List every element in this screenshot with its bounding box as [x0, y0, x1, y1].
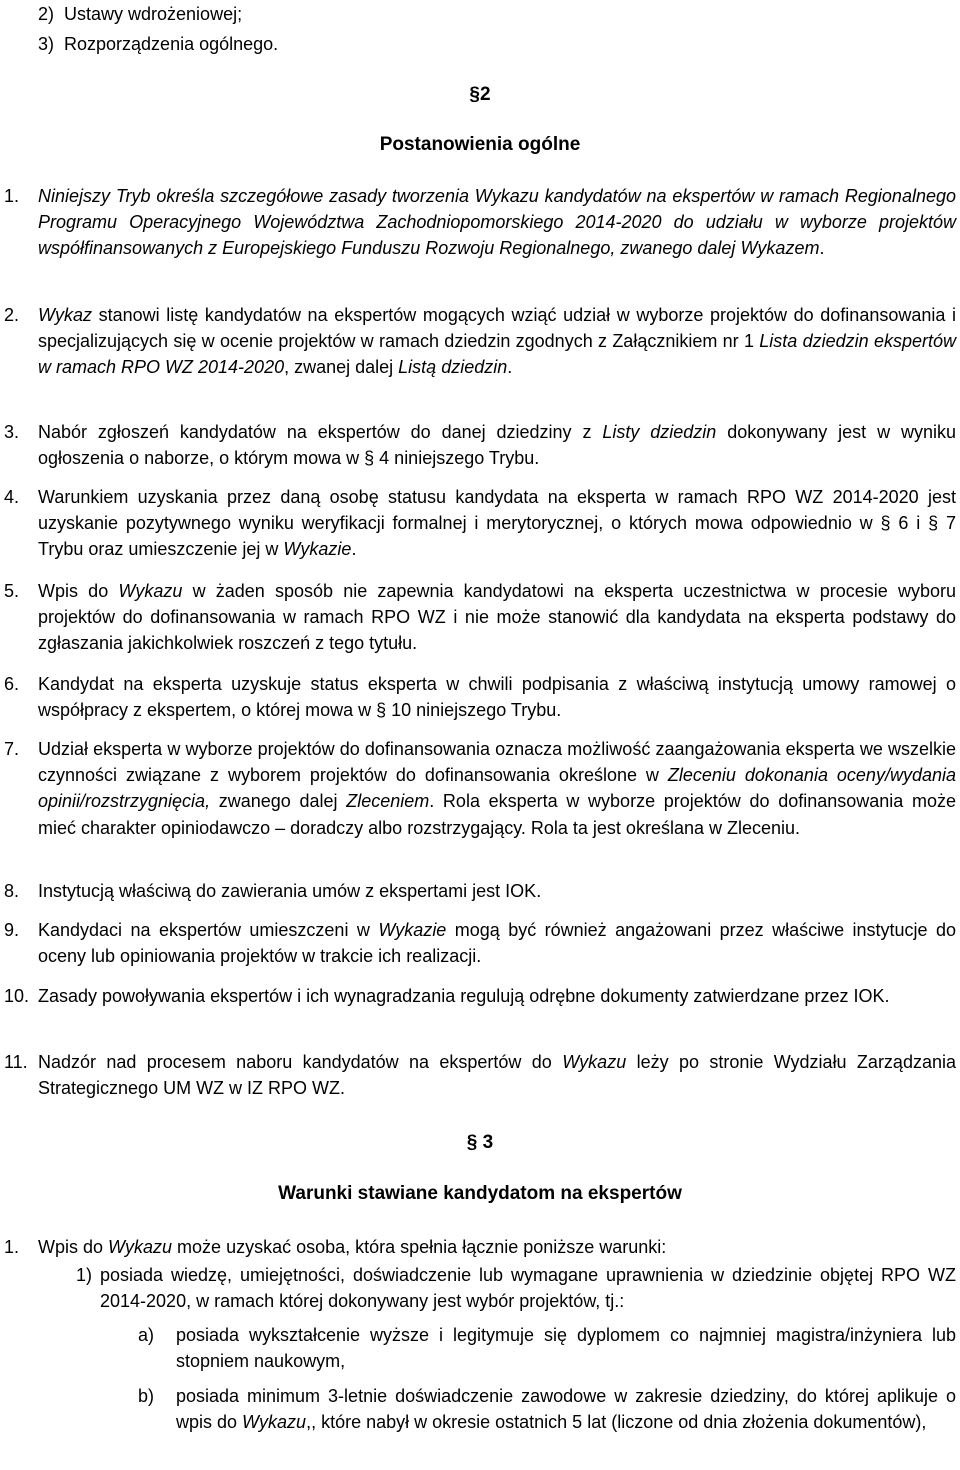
- paragraph-text: Wykaz stanowi listę kandydatów na ekspertów mogących wziąć udział w wyborze projektów do dofinansowania i specjalizujących się w ocenie projektów w ramach dziedzin zgodnych z Załącznikiem nr 1 Lista dziedzin ekspertów w ramach RPO WZ 2014-2020, zwanej dalej Listą dziedzin.: [38, 305, 956, 378]
- paragraph-text: Nadzór nad procesem naboru kandydatów na ekspertów do Wykazu leży po stronie Wydziału Zarządzania Strategicznego UM WZ w IZ RPO WZ.: [38, 1052, 956, 1099]
- paragraph-number: 9.: [4, 920, 20, 940]
- condition-number: 1): [76, 1265, 93, 1285]
- condition-letter: a): [138, 1325, 155, 1345]
- condition-text: posiada wykształcenie wyższe i legitymuje się dyplomem co najmniej magistra/inżyniera lub stopniem naukowym,: [176, 1325, 956, 1372]
- paragraph-text: Udział eksperta w wyborze projektów do dofinansowania oznacza możliwość zaangażowania eksperta we wszelkie czynności związane z wyborem projektów do dofinansowania określone w Zleceniu dokonania oceny/wydania opinii/rozstrzygnięcia, zwanego dalej Zleceniem. Rola eksperta w wyborze projektów do dofinansowania może mieć charakter opiniodawczo – doradczy albo rozstrzygający. Rola ta jest określana w Zleceniu.: [38, 739, 956, 838]
- paragraph-number: 6.: [4, 674, 20, 694]
- paragraph-number: 3.: [4, 422, 20, 442]
- paragraph-text: Wpis do Wykazu może uzyskać osoba, która spełnia łącznie poniższe warunki:: [38, 1237, 667, 1257]
- paragraph-text: Kandydat na eksperta uzyskuje status eksperta w chwili podpisania z właściwą instytucją umowy ramowej o współpracy z ekspertem, o której mowa w § 10 niniejszego Trybu.: [38, 674, 956, 721]
- condition-text: posiada minimum 3-letnie doświadczenie zawodowe w zakresie dziedziny, do której aplikuje o wpis do Wykazu,, które nabył w okresie ostatnich 5 lat (liczone od dnia złożenia dokumentów),: [176, 1386, 956, 1433]
- section-2-number: §2: [469, 84, 491, 105]
- paragraph-number: 1.: [4, 1237, 20, 1257]
- paragraph-text: Instytucją właściwą do zawierania umów z ekspertami jest IOK.: [38, 881, 542, 901]
- paragraph-text: Zasady powoływania ekspertów i ich wynagradzania regulują odrębne dokumenty zatwierdzane przez IOK.: [38, 986, 890, 1006]
- condition-letter: b): [138, 1386, 155, 1406]
- paragraph-number: 1.: [4, 186, 20, 206]
- section-3-title: Warunki stawiane kandydatom na ekspertów: [278, 1183, 682, 1204]
- paragraph-number: 4.: [4, 487, 20, 507]
- paragraph-number: 2.: [4, 305, 20, 325]
- intro-item-2: 2) Ustawy wdrożeniowej;: [38, 4, 243, 24]
- paragraph-number: 10.: [4, 986, 30, 1006]
- intro-item-3: 3) Rozporządzenia ogólnego.: [38, 34, 279, 54]
- paragraph-text: Warunkiem uzyskania przez daną osobę statusu kandydata na eksperta w ramach RPO WZ 2014-2020 jest uzyskanie pozytywnego wyniku weryfikacji formalnej i merytorycznej, o których mowa odpowiednio w § 6 i § 7 Trybu oraz umieszczenie jej w Wykazie.: [38, 487, 956, 560]
- paragraph-number: 5.: [4, 581, 20, 601]
- section-2-title: Postanowienia ogólne: [379, 134, 581, 155]
- section-3-number: § 3: [466, 1132, 494, 1153]
- condition-text: posiada wiedzę, umiejętności, doświadczenie lub wymagane uprawnienia w dziedzinie objętej RPO WZ 2014-2020, w ramach której dokonywany jest wybór projektów, tj.:: [100, 1265, 956, 1312]
- paragraph-text: Niniejszy Tryb określa szczegółowe zasady tworzenia Wykazu kandydatów na ekspertów w ramach Regionalnego Programu Operacyjnego Województwa Zachodniopomorskiego 2014-2020 do udziału w wyborze projektów współfinansowanych z Europejskiego Funduszu Rozwoju Regionalnego, zwanego dalej Wykazem.: [38, 186, 956, 259]
- paragraph-text: Wpis do Wykazu w żaden sposób nie zapewnia kandydatowi na eksperta uczestnictwa w procesie wyboru projektów do dofinansowania w ramach RPO WZ i nie może stanowić dla kandydata na eksperta podstawy do zgłaszania jakichkolwiek roszczeń z tego tytułu.: [38, 581, 956, 654]
- paragraph-number: 7.: [4, 739, 20, 759]
- paragraph-text: Kandydaci na ekspertów umieszczeni w Wykazie mogą być również angażowani przez właściwe instytucje do oceny lub opiniowania projektów w trakcie ich realizacji.: [38, 920, 956, 967]
- paragraph-number: 8.: [4, 881, 20, 901]
- paragraph-text: Nabór zgłoszeń kandydatów na ekspertów do danej dziedziny z Listy dziedzin dokonywany jest w wyniku ogłoszenia o naborze, o którym mowa w § 4 niniejszego Trybu.: [38, 422, 956, 469]
- paragraph-number: 11.: [4, 1052, 28, 1072]
